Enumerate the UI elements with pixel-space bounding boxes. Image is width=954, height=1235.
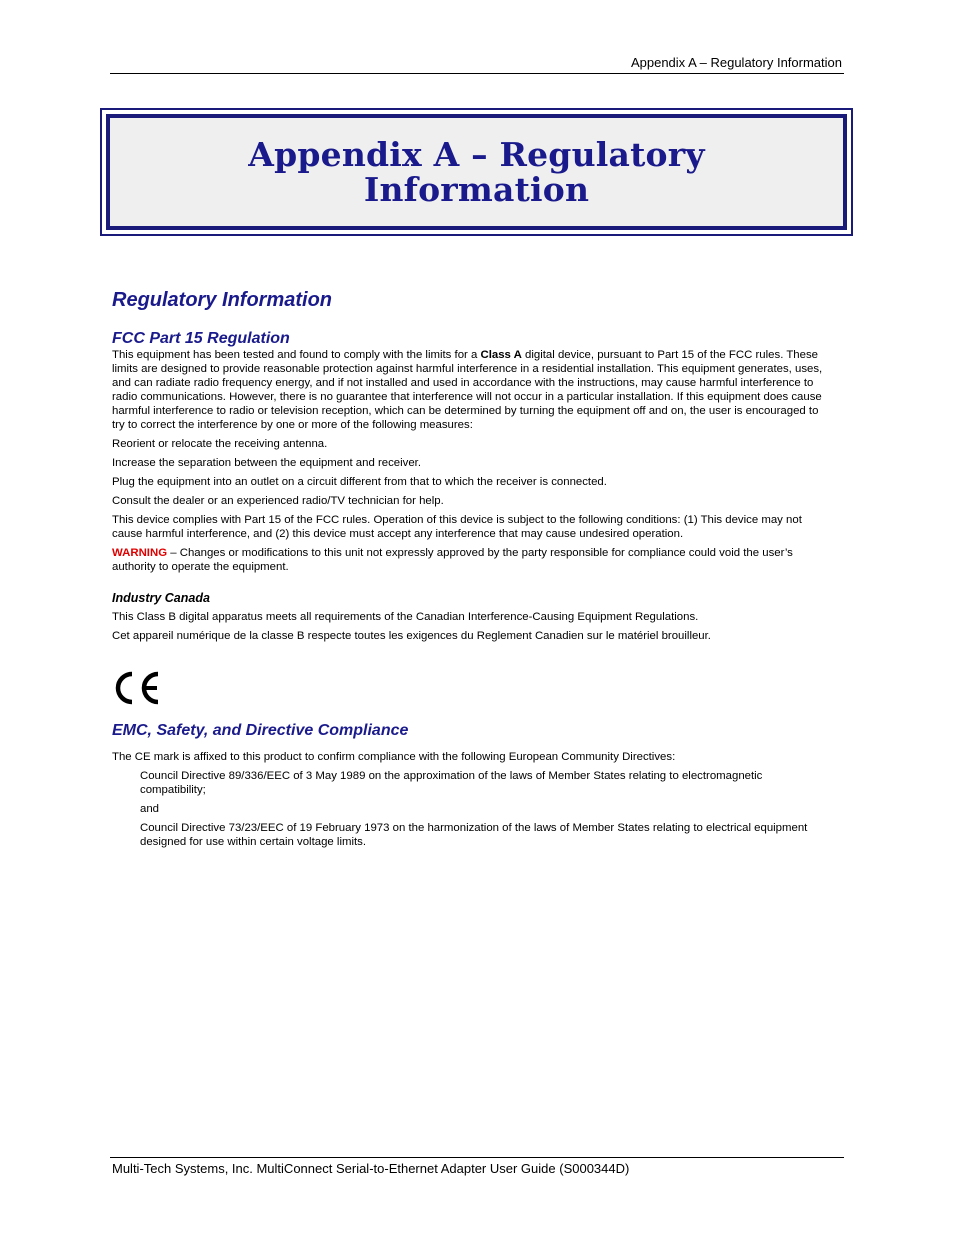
industry-canada-french: Cet appareil numérique de la classe B respecte toutes les exigences du Reglement Canadien sur le matériel brouilleur.: [112, 630, 711, 642]
warning-paragraph: [112, 546, 828, 574]
directive-item: Council Directive 73/23/EEC of 19 February 1973 on the harmonization of the laws of Member States relating to electrical equipment designed for use within certain voltage limits.: [140, 822, 808, 848]
emc-heading: EMC, Safety, and Directive Compliance: [112, 722, 409, 739]
industry-canada-english: This Class B digital apparatus meets all requirements of the Canadian Interference-Causing Equipment Regulations.: [112, 611, 699, 623]
running-footer: Multi-Tech Systems, Inc. MultiConnect Serial-to-Ethernet Adapter User Guide (S000344D): [112, 1161, 630, 1176]
warning-text: – Changes or modifications to this unit not expressly approved by the party responsible for compliance could void the user’s authority to operate the equipment.: [112, 547, 793, 573]
directive-conjunction: and: [140, 803, 160, 815]
fcc-intro-paragraph: [112, 348, 828, 432]
fcc-measure: Increase the separation between the equipment and receiver.: [112, 457, 422, 469]
running-header: Appendix A – Regulatory Information: [630, 55, 842, 70]
directive-item: Council Directive 89/336/EEC of 3 May 1989 on the approximation of the laws of Member States relating to electromagnetic compatibility;: [140, 770, 763, 796]
emc-intro: The CE mark is affixed to this product to confirm compliance with the following European Community Directives:: [112, 751, 676, 763]
fcc-measure: Reorient or relocate the receiving antenna.: [112, 438, 328, 450]
fcc-compliance-paragraph: This device complies with Part 15 of the FCC rules. Operation of this device is subject to the following conditions: (1) This device may not cause harmful interference, and (2) this device must accept any interference that may cause undesired operation.: [112, 514, 802, 540]
fcc-heading: FCC Part 15 Regulation: [112, 330, 290, 347]
section-heading: Regulatory Information: [112, 289, 333, 311]
fcc-measure: Plug the equipment into an outlet on a circuit different from that to which the receiver is connected.: [112, 476, 607, 488]
industry-canada-heading: Industry Canada: [112, 591, 210, 605]
ce-mark-icon: [112, 668, 164, 708]
fcc-intro-end: digital device, pursuant to Part 15 of the FCC rules. These limits are designed to provide reasonable protection against harmful interference in a residential installation. This equipment generates, uses, and can radiate radio frequency energy, and if not installed and used in accordance with the instructions, may cause harmful interference to radio communications. However, there is no guarantee that interference will not occur in a particular installation. If this equipment does cause harmful interference to radio or television reception, which can be determined by turning the equipment off and on, the user is encouraged to try to correct the interference by one or more of the following measures:: [112, 349, 823, 431]
fcc-class-label: Class A: [480, 349, 522, 361]
header-divider: [110, 73, 844, 74]
footer-divider: [110, 1157, 844, 1158]
fcc-measure: Consult the dealer or an experienced radio/TV technician for help.: [112, 495, 444, 507]
page-title: Appendix A – Regulatory Information: [248, 135, 705, 209]
main-content: [112, 288, 828, 854]
warning-label: WARNING: [112, 547, 168, 559]
fcc-intro-start: This equipment has been tested and found to comply with the limits for a: [112, 349, 481, 361]
title-box-inner: [106, 114, 847, 230]
title-box: [100, 108, 853, 236]
